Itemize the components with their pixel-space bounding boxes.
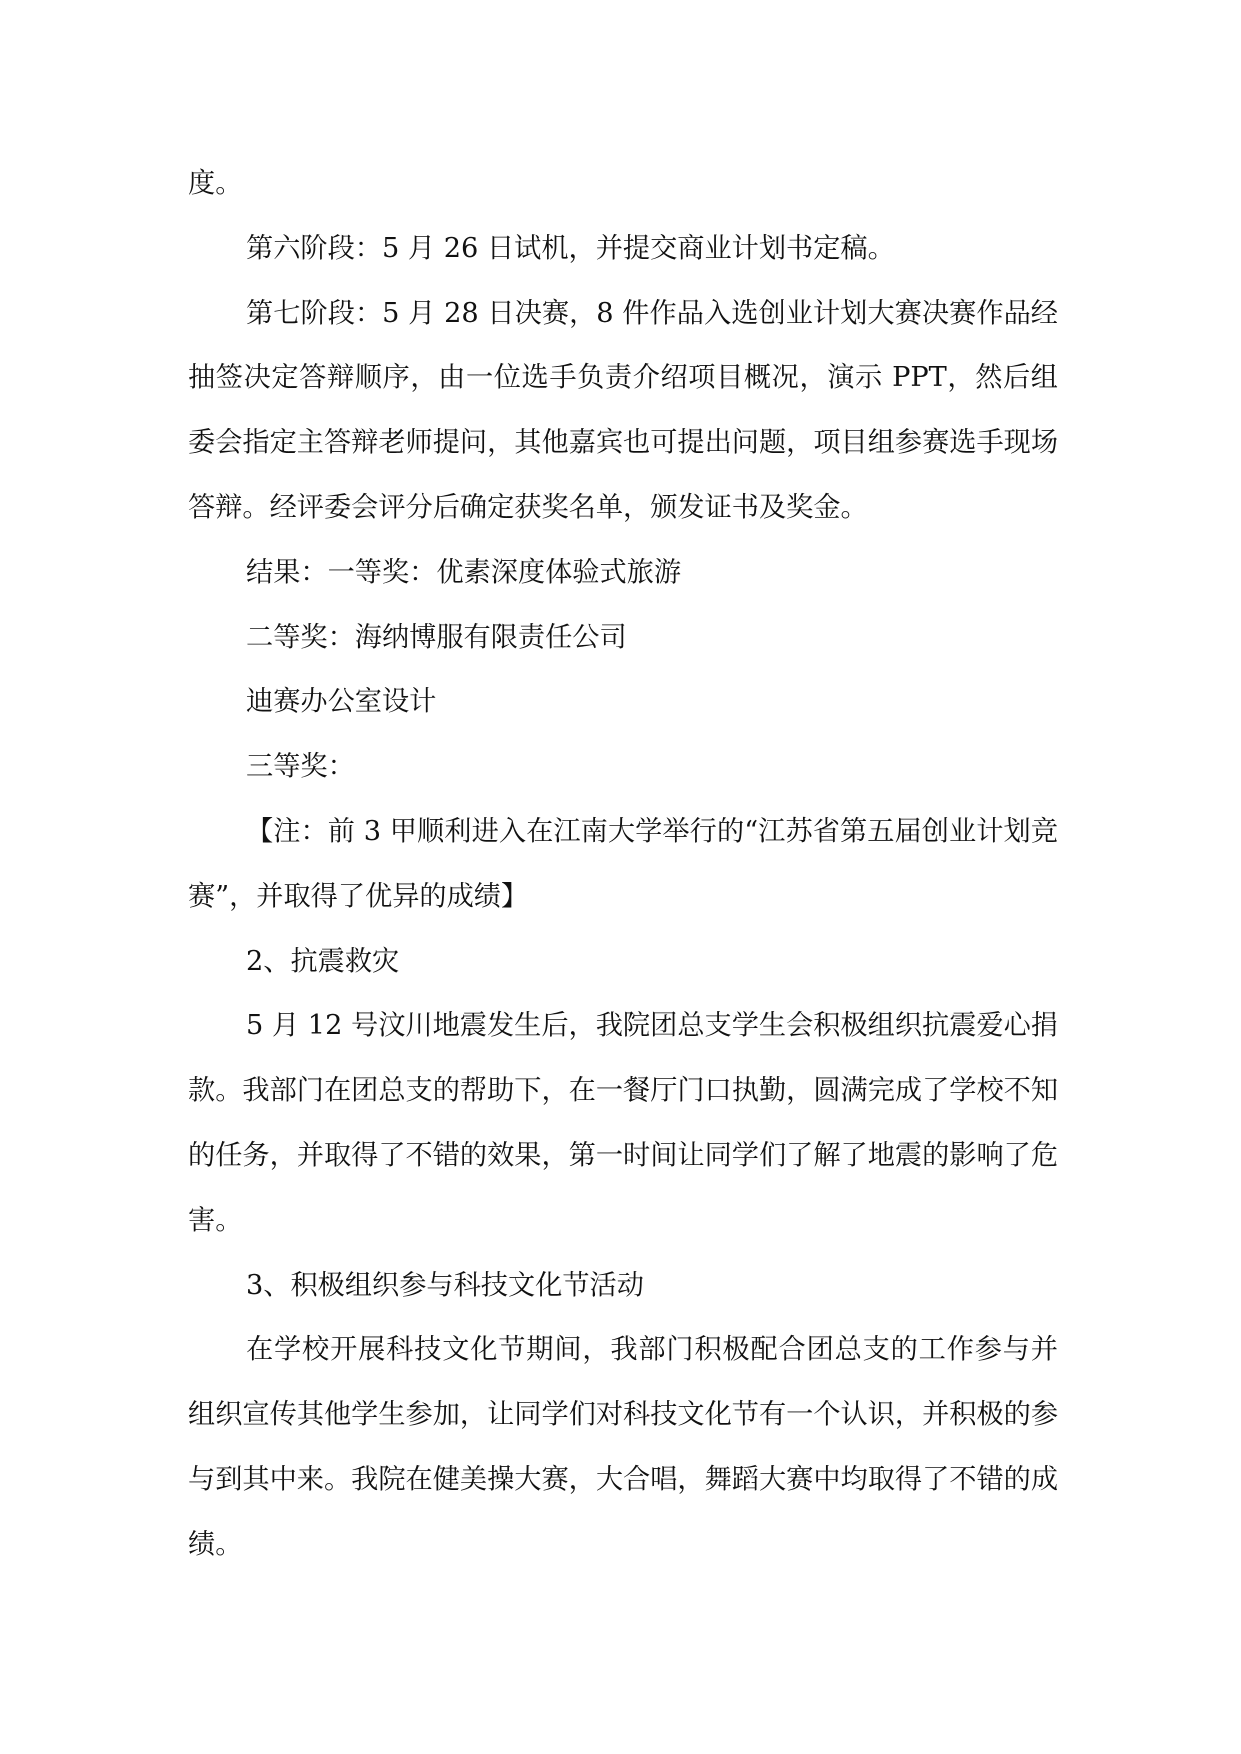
document-body: [188, 152, 1058, 1578]
paragraph-tech-culture-festival: 在学校开展科技文化节期间，我部门积极配合团总支的工作参与并组织宣传其他学生参加，让同学们对科技文化节有一个认识，并积极的参与到其中来。我院在健美操大赛，大合唱，舞蹈大赛中均取得了不错的成绩。: [188, 1334, 1059, 1560]
paragraph-note: 【注：前 3 甲顺利进入在江南大学举行的“江苏省第五届创业计划竞赛”，并取得了优异的成绩】: [188, 815, 1058, 912]
paragraph-second-prize: 二等奖：海纳博服有限责任公司: [246, 621, 627, 653]
paragraph-second-prize-extra: 迪赛办公室设计: [246, 686, 437, 718]
section-heading-earthquake-relief: 2、抗震救灾: [246, 945, 400, 977]
paragraph-continuation: 度。: [188, 168, 243, 199]
paragraph-earthquake-relief: 5 月 12 号汶川地震发生后，我院团总支学生会积极组织抗震爱心捐款。我部门在团总支的帮助下，在一餐厅门口执勤，圆满完成了学校不知的任务，并取得了不错的效果，第一时间让同学们了解了地震的影响了危害。: [188, 1010, 1059, 1236]
paragraph-stage-six: 第六阶段：5 月 26 日试机，并提交商业计划书定稿。: [246, 232, 895, 264]
paragraph-third-prize: 三等奖：: [246, 751, 355, 783]
paragraph-stage-seven: 第七阶段：5 月 28 日决赛，8 件作品入选创业计划大赛决赛作品经抽签决定答辩顺序，由一位选手负责介绍项目概况，演示 PPT，然后组委会指定主答辩老师提问，其他嘉宾也可提出问题，项目组参赛选手现场答辩。经评委会评分后确定获奖名单，颁发证书及奖金。: [188, 297, 1059, 523]
section-heading-tech-culture-festival: 3、积极组织参与科技文化节活动: [246, 1269, 644, 1301]
paragraph-result-first-prize: 结果：一等奖：优素深度体验式旅游: [246, 556, 682, 588]
